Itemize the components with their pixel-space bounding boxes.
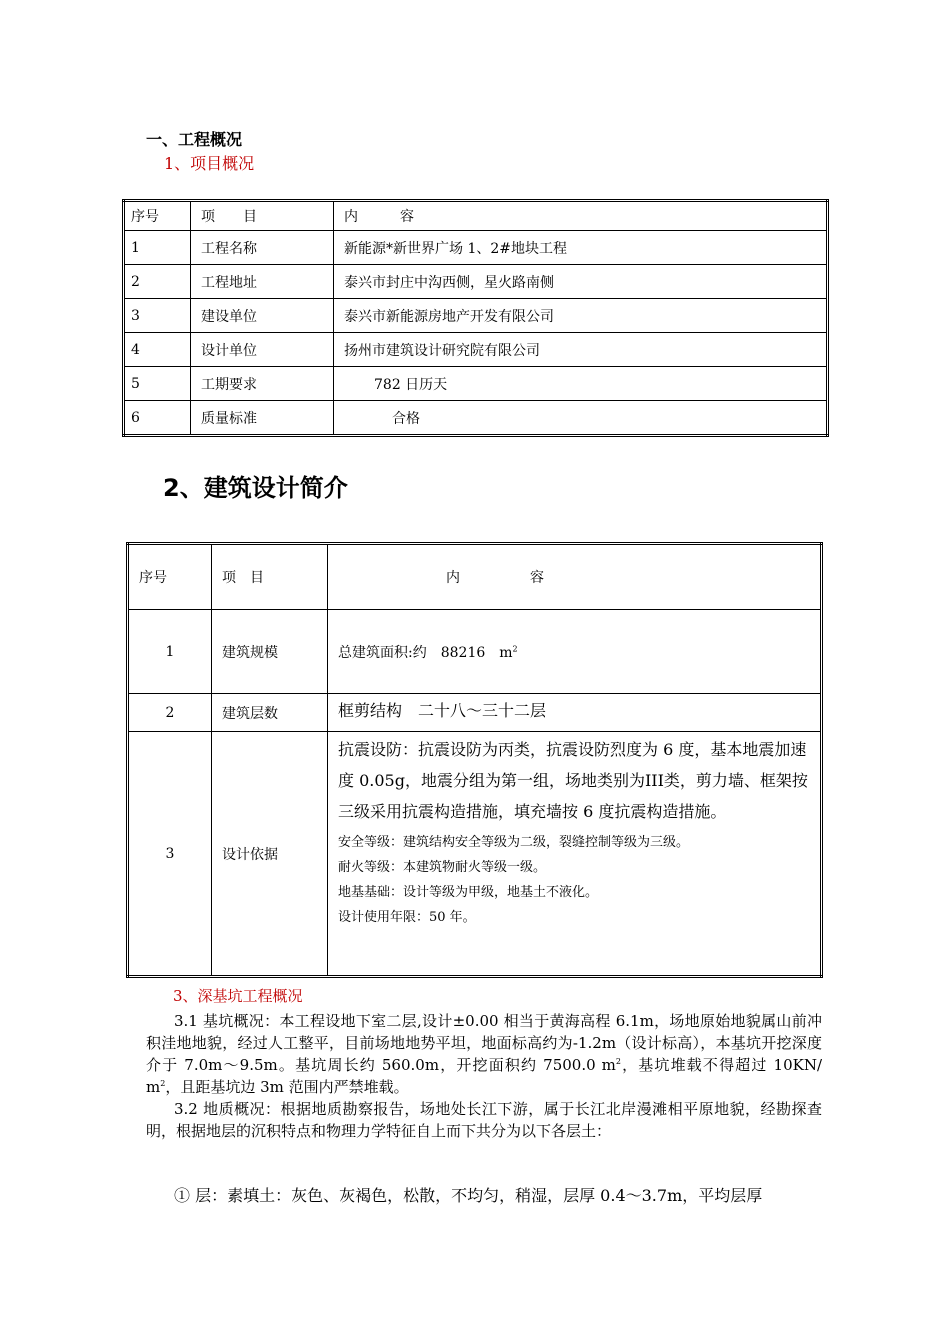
table-cell: 6: [124, 401, 191, 436]
table-row: [128, 610, 822, 694]
pit-overview-text-c: ，且距基坑边 3m 范围内严禁堆载。: [165, 1078, 409, 1096]
table-cell: 工程名称: [191, 231, 334, 265]
table-cell: 泰兴市封庄中沟西侧，星火路南侧: [334, 265, 828, 299]
service-life-line: 设计使用年限：50 年。: [338, 910, 476, 925]
table-cell: 合格: [334, 401, 828, 436]
header-cell: 项 目: [191, 201, 334, 231]
table-cell: 3: [128, 732, 212, 977]
table-cell: 782 日历天: [334, 367, 828, 401]
table-row: [124, 333, 828, 367]
header-cell: 项 目: [212, 544, 328, 610]
table-row: [128, 732, 822, 977]
safety-grade-line: 安全等级：建筑结构安全等级为二级，裂缝控制等级为三级。: [338, 835, 690, 850]
pit-overview-text-b: ，基坑堆载不得超过 10KN/ m: [146, 1056, 822, 1096]
building-area-text: 总建筑面积:约 88216 m: [338, 644, 513, 661]
superscript: 2: [160, 1079, 166, 1088]
table-cell: 2: [124, 265, 191, 299]
table-cell: 建设单位: [191, 299, 334, 333]
table-row: [124, 299, 828, 333]
table-cell: 设计依据: [212, 732, 328, 977]
table-row: [124, 401, 828, 436]
superscript: 2: [615, 1057, 621, 1066]
table-cell: 建筑规模: [212, 610, 328, 694]
table-cell: 泰兴市新能源房地产开发有限公司: [334, 299, 828, 333]
table-cell: 工程地址: [191, 265, 334, 299]
section3-title: 3、深基坑工程概况: [173, 987, 303, 1005]
table-cell: 建筑层数: [212, 694, 328, 732]
table-cell: 框剪结构 二十八～三十二层: [328, 694, 822, 732]
table-cell: 2: [128, 694, 212, 732]
pit-overview-text-a: 3.1 基坑概况：本工程设地下室二层,设计±0.00 相当于黄海高程 6.1m，场地原始地貌属山前冲积洼地地貌，经过人工整平，目前场地地势平坦，地面标高约为-1.2m（设计标高），本基坑开挖深度介于 7.0m～9.5m。基坑周长约 560.0m，开挖面积约 7500.0 m: [146, 1012, 822, 1074]
header-cell: 内 容: [328, 544, 822, 610]
table-cell: 扬州市建筑设计研究院有限公司: [334, 333, 828, 367]
architecture-design-table: [126, 542, 823, 978]
table-cell: 质量标准: [191, 401, 334, 436]
section2-title: 2、建筑设计简介: [163, 474, 348, 502]
project-overview-table: [122, 199, 829, 437]
table-row: [128, 694, 822, 732]
section1-title: 一、工程概况: [146, 130, 243, 149]
geology-paragraph: 3.2 地质概况：根据地质勘察报告，场地处长江下游，属于长江北岸漫滩相平原地貌，经勘探查明，根据地层的沉积特点和物理力学特征自上而下共分为以下各层土：: [146, 1100, 822, 1140]
table-cell: 设计单位: [191, 333, 334, 367]
foundation-line: 地基基础：设计等级为甲级，地基土不液化。: [338, 885, 599, 900]
table-cell: [328, 610, 822, 694]
table-cell: 3: [124, 299, 191, 333]
table-cell: 5: [124, 367, 191, 401]
pit-overview-paragraph: [146, 1010, 822, 1098]
table-cell: [328, 732, 822, 977]
area-unit-superscript: 2: [512, 643, 518, 653]
table-cell: 1: [128, 610, 212, 694]
header-cell: 序号: [124, 201, 191, 231]
seismic-design-text: 抗震设防：抗震设防为丙类，抗震设防烈度为 6 度，基本地震加速度 0.05g，地震分组为第一组，场地类别为III类，剪力墙、框架按三级采用抗震构造措施，填充墙按 6 度抗震构造措施。: [338, 740, 808, 821]
table-header-row: [128, 544, 822, 610]
header-cell: 序号: [128, 544, 212, 610]
soil-layer-paragraph: ① 层：素填土：灰色、灰褐色，松散，不均匀，稍湿，层厚 0.4～3.7m，平均层厚: [174, 1186, 763, 1205]
table-row: [124, 231, 828, 265]
table-row: [124, 367, 828, 401]
table-row: [124, 265, 828, 299]
fire-grade-line: 耐火等级：本建筑物耐火等级一级。: [338, 860, 547, 875]
table-cell: 1: [124, 231, 191, 265]
table-header-row: [124, 201, 828, 231]
table-cell: 4: [124, 333, 191, 367]
section1-subtitle: 1、项目概况: [164, 154, 255, 173]
table-cell: 工期要求: [191, 367, 334, 401]
table-cell: 新能源*新世界广场 1、2#地块工程: [334, 231, 828, 265]
header-cell: 内 容: [334, 201, 828, 231]
